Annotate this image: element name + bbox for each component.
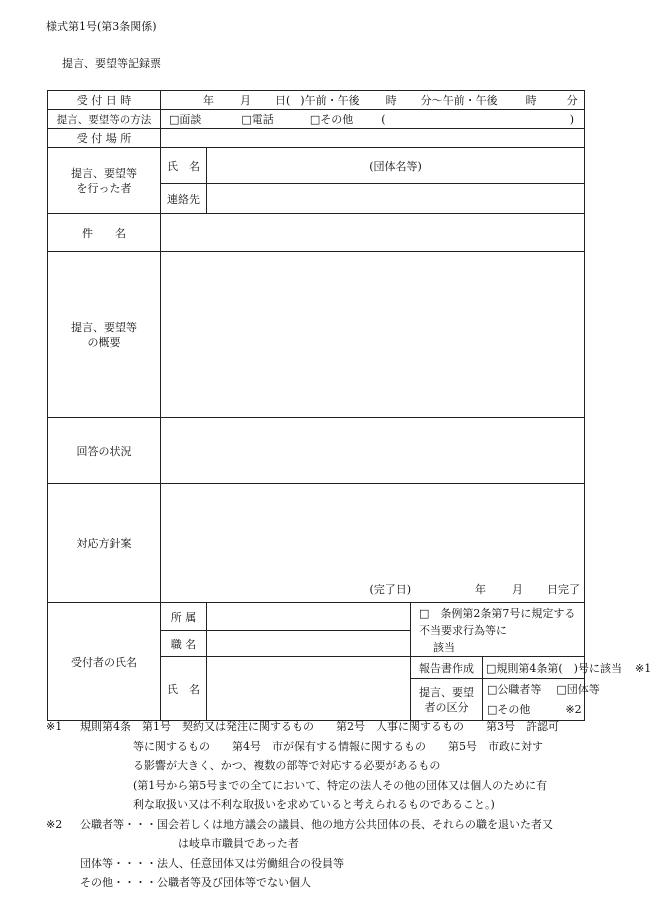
note-1-line-4: (第1号から第5号までの全てにおいて、特定の法人その他の団体又は個人のために有 [133,778,548,792]
method-other-open: ( [381,112,386,126]
receiver-dept-label: 所 属 [161,603,207,631]
person-contact-label: 連絡先 [161,184,207,214]
document-title: 提言、要望等記録票 [62,57,161,70]
note-1-line-2: 等に関するもの 第4号 市が保有する情報に関するもの 第5号 市政に対す [133,739,543,753]
hour-end: 時 [525,94,537,107]
receiver-name-field[interactable] [207,657,411,721]
place-label: 受 付 場 所 [48,129,161,148]
method-other-checkbox[interactable]: □その他 [309,113,354,126]
policy-label: 対応方針案 [48,484,161,603]
person-name-field[interactable] [207,148,585,184]
answer-field[interactable] [161,418,585,484]
footnotes [46,717,586,893]
reception-datetime-label: 受 付 日 時 [48,91,161,110]
minute-end: 分 [566,94,578,107]
receiver-post-field[interactable] [207,631,411,657]
method-label: 提言、要望等の方法 [48,110,161,129]
method-other-close: ) [569,112,575,126]
method-interview-checkbox[interactable]: □面談 [169,113,202,126]
day-text: 日( [275,94,291,107]
weekday-close: ) [300,93,305,107]
person-contact-field[interactable] [207,184,585,214]
class-other-checkbox[interactable]: □その他 [487,702,531,716]
report-label: 報告書作成 [411,657,483,679]
receiver-label: 受付者の氏名 [48,603,161,721]
answer-label: 回答の状況 [48,418,161,484]
requester-class-label: 提言、要望 者の区分 [411,679,483,721]
month-text: 月 [240,94,251,107]
hour-start: 時 [385,94,397,107]
policy-field[interactable] [161,484,585,603]
completed-month: 月 [512,583,524,596]
report-field[interactable] [483,657,651,679]
reception-datetime-field[interactable] [161,91,585,110]
class-group-checkbox[interactable]: □団体等 [556,682,600,696]
ampm-end: 午前・午後 [442,94,498,107]
unjust-demand-checkbox[interactable]: □ 条例第2条第7号に規定する不当要求行為等に 該当 [411,603,585,657]
method-phone-checkbox[interactable]: □電話 [241,113,274,126]
form-number: 様式第1号(第3条関係) [46,20,157,33]
requester-class-field [483,679,600,721]
receiver-dept-field[interactable] [207,603,411,631]
minute-start: 分〜 [420,94,443,107]
ampm-start: 午前・午後 [304,94,360,107]
place-field[interactable] [161,129,585,148]
note-2-line-4: その他・・・・公職者等及び団体等でない個人 [80,876,311,889]
note-2-mark: ※2 [46,817,63,831]
year-text: 年 [203,94,214,107]
receiver-name-label: 氏 名 [161,657,207,721]
summary-label: 提言、要望等 の概要 [48,252,161,418]
class-official-checkbox[interactable]: □公職者等 [487,682,542,696]
note-2-line-1: 公職者等・・・国会若しくは地方議会の議員、他の地方公共団体の長、それらの職を退いた者又 [80,817,553,831]
completed-day: 日完了 [547,583,581,596]
method-field [161,110,585,129]
receiver-post-label: 職 名 [161,631,207,657]
person-name-label: 氏 名 [161,148,207,184]
note-1-line-3: る影響が大きく、かつ、複数の部等で対応する必要があるもの [133,759,441,772]
person-label: 提言、要望等 を行った者 [48,148,161,214]
note-2-line-3: 団体等・・・・法人、任意団体又は労働組合の役員等 [80,856,344,870]
note-1-mark: ※1 [46,720,63,733]
note-1-line-5: 利な取扱い又は不利な取扱いを求めていると考えられるものであること。) [133,798,495,811]
class-note-2: ※2 [565,702,582,716]
note-2-line-2: は岐阜市職員であった者 [178,837,299,850]
note-1-line-1: 規則第4条 第1号 契約又は発注に関するもの 第2号 人事に関するもの 第3号 許認可 [80,720,559,733]
record-table [47,90,651,721]
completed-date-label: (完了日) [369,583,412,596]
subject-field[interactable] [161,214,585,252]
subject-label: 件 名 [48,214,161,252]
summary-field[interactable] [161,252,585,418]
report-rule-checkbox[interactable]: □規則第4条第( )号に該当 [486,661,622,675]
org-hint: (団体名等) [369,159,422,173]
report-note-1: ※1 [634,661,651,675]
completed-year: 年 [475,583,487,596]
